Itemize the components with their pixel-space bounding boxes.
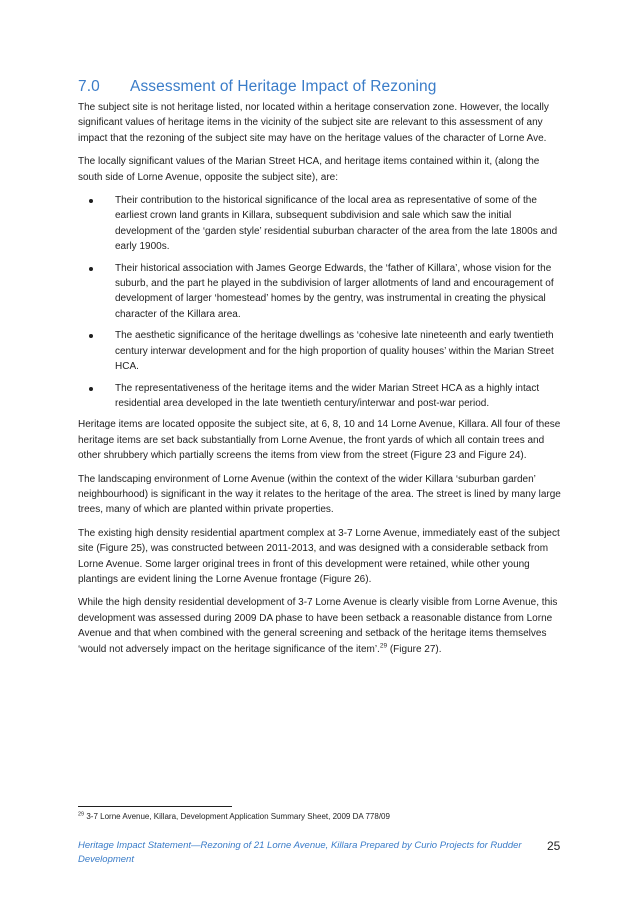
page-body xyxy=(78,78,562,665)
paragraph-heritage-items: Heritage items are located opposite the subject site, at 6, 8, 10 and 14 Lorne Avenue, Killara. All four of these heritage items are set back substantially from Lorne Avenue, the front yards of which all contain trees and other shrubbery which partially screens the items from view from the street (Figure 23 and Figure 24). xyxy=(78,419,561,462)
values-bullet-list xyxy=(78,193,562,411)
bullet-item: The aesthetic significance of the heritage dwellings as ‘cohesive late nineteenth and early twentieth century interwar development and for the high proportion of quality houses’ within the Marian Street HCA. xyxy=(78,328,562,374)
page-footer: Heritage Impact Statement—Rezoning of 21 Lorne Avenue, Killara Prepared by Curio Projects for Rudder Development xyxy=(78,840,522,865)
paragraph-assessment xyxy=(78,595,562,657)
assessment-text: While the high density residential development of 3-7 Lorne Avenue is clearly visible from Lorne Avenue, this development was assessed during 2009 DA phase to have been setback a reasonable distance from Lorne Avenue and that when combined with the general screening and setback of the heritage items themselves ‘would not adversely impact on the heritage significance of the item’. xyxy=(78,597,558,655)
bullet-item: Their historical association with James George Edwards, the ‘father of Killara’, whose vision for the suburb, and the part he played in the subdivision of larger allotments of land and encouragement of development of larger ‘homestead’ homes by the gentry, was instrumental in creating the physical character of the Killara area. xyxy=(78,261,562,323)
paragraph-intro: The subject site is not heritage listed, nor located within a heritage conservation zone. However, the locally significant values of heritage items in the vicinity of the subject site are relevant to this assessment of any impact that the rezoning of the subject site may have on the heritage values of the character of Lorne Ave. xyxy=(78,102,549,144)
footnote xyxy=(78,812,390,821)
section-heading xyxy=(78,78,562,96)
paragraph-landscaping: The landscaping environment of Lorne Avenue (within the context of the wider Killara ‘suburban garden’ neighbourhood) is significant in the way it relates to the heritage of the area. The street is lined by many large trees, many of which are planted within private properties. xyxy=(78,473,561,516)
bullet-item: The representativeness of the heritage items and the wider Marian Street HCA as a highly intact residential area developed in the late twentieth century/interwar and post-war period. xyxy=(78,381,562,412)
footnote-text: 3-7 Lorne Avenue, Killara, Development Application Summary Sheet, 2009 DA 778/09 xyxy=(84,812,390,821)
section-title: Assessment of Heritage Impact of Rezoning xyxy=(130,78,437,95)
page-number: 25 xyxy=(547,839,561,853)
footnote-divider xyxy=(78,806,232,807)
footnote-reference: 29 xyxy=(379,642,388,650)
bullet-item: Their contribution to the historical significance of the local area as representative of some of the earliest crown land grants in Killara, subsequent subdivision and sale which saw the initial development of the ‘garden style’ residential suburban character of the area from the late 1800s and early 1900s. xyxy=(78,193,562,255)
footnote-number: 29 xyxy=(78,811,85,818)
paragraph-apartment-complex: The existing high density residential apartment complex at 3-7 Lorne Avenue, immediately east of the subject site (Figure 25), was constructed between 2011-2013, and was designed with a considerable setback from Lorne Avenue. Some larger original trees in front of this development were retained, while other young plantings are evident lining the Lorne Avenue frontage (Figure 26). xyxy=(78,527,560,585)
figure-reference: (Figure 27). xyxy=(387,643,442,655)
paragraph-values-lead: The locally significant values of the Marian Street HCA, and heritage items contained within it, (along the south side of Lorne Avenue, opposite the subject site), are: xyxy=(78,156,540,183)
section-number: 7.0 xyxy=(78,78,100,95)
